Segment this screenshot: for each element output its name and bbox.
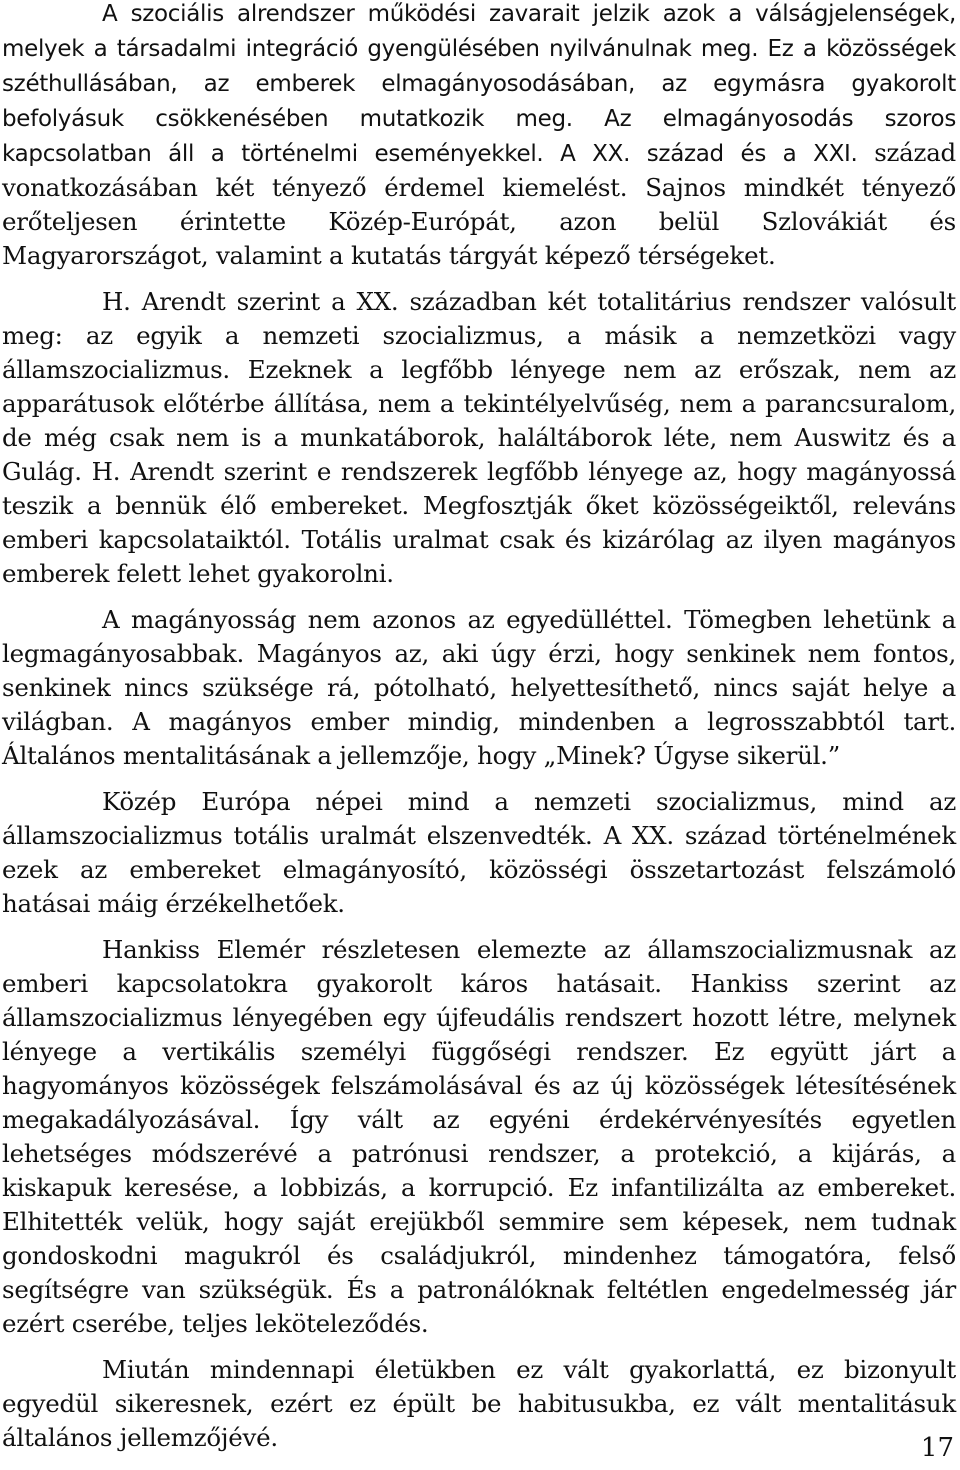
paragraph-1-sans-part: A szociális alrendszer működési zavarait jelzik azok a válságjelenségek, melyek a társadalmi integráció gyengülésében nyilvánulnak meg. Ez a közösségek széthullásában, az emberek elmagányosodásában, az egymásra gyakorolt befolyásuk csökkenésében mutatkozik meg. Az elmagányosodás szoros kapcsolatban áll a történelmi eseményekkel. A XX. század és a XXI.: [2, 1, 956, 167]
paragraph-6: Miután mindennapi életükben ez vált gyakorlattá, ez bizonyult egyedül sikeresnek, ezért ez épült be habitusukba, ez vált mentalitásuk általános jellemzőjévé.: [2, 1355, 956, 1452]
page-number: 17: [920, 1433, 954, 1463]
paragraph-1: [2, 0, 956, 273]
paragraph-2: H. Arendt szerint a XX. században két totalitárius rendszer valósult meg: az egyik a nemzeti szocializmus, a másik a nemzetközi vagy államszocializmus. Ezeknek a legfőbb lényege nem az erőszak, nem az apparátusok előtérbe állítása, nem a tekintélyelvűség, nem a parancsuralom, de még csak nem is a munkatáborok, haláltáborok léte, nem Auswitz és a Gulág. H. Arendt szerint e rendszerek legfőbb lényege az, hogy magányossá teszik a bennük élő embereket. Megfosztják őket közösségeiktől, releváns emberi kapcsolataiktól. Totális uralmat csak és kizárólag az ilyen magányos emberek felett lehet gyakorolni.: [2, 287, 956, 588]
document-body: [2, 0, 956, 1455]
paragraph-1-serif-part: század vonatkozásában két tényező érdemel kiemelést. Sajnos mindkét tényező erőteljesen érintette Közép-Európát, azon belül Szlovákiát és Magyarországot, valamint a kutatás tárgyát képező térségeket.: [2, 138, 956, 270]
paragraph-5: Hankiss Elemér részletesen elemezte az államszocializmusnak az emberi kapcsolatokra gyakorolt káros hatásait. Hankiss szerint az államszocializmus lényegében egy újfeudális rendszert hozott létre, melynek lényege a vertikális személyi függőségi rendszer. Ez együtt járt a hagyományos közösségek felszámolásával és az új közösségek létesítésének megakadályozásával. Így vált az egyéni érdekérvényesítés egyetlen lehetséges módszerévé a patrónusi rendszer, a protekció, a kijárás, a kiskapuk keresése, a lobbizás, a korrupció. Ez infantilizálta az embereket. Elhitették velük, hogy saját erejükből semmire sem képesek, nem tudnak gondoskodni magukról és családjukról, mindenhez támogatóra, felső segítségre van szükségük. És a patronálóknak feltétlen engedelmesség jár ezért cserébe, teljes leköteleződés.: [2, 935, 956, 1338]
paragraph-4: Közép Európa népei mind a nemzeti szocializmus, mind az államszocializmus totális uralmát elszenvedték. A XX. század történelmének ezek az embereket elmagányosító, közösségi összetartozást felszámoló hatásai máig érzékelhetőek.: [2, 787, 956, 918]
paragraph-3: A magányosság nem azonos az egyedülléttel. Tömegben lehetünk a legmagányosabbak. Magányos az, aki úgy érzi, hogy senkinek nem fontos, senkinek nincs szüksége rá, pótolható, helyettesíthető, nincs saját helye a világban. A magányos ember mindig, mindenben a legrosszabbtól tart. Általános mentalitásának a jellemzője, hogy „Minek? Úgyse sikerül.”: [2, 605, 956, 770]
